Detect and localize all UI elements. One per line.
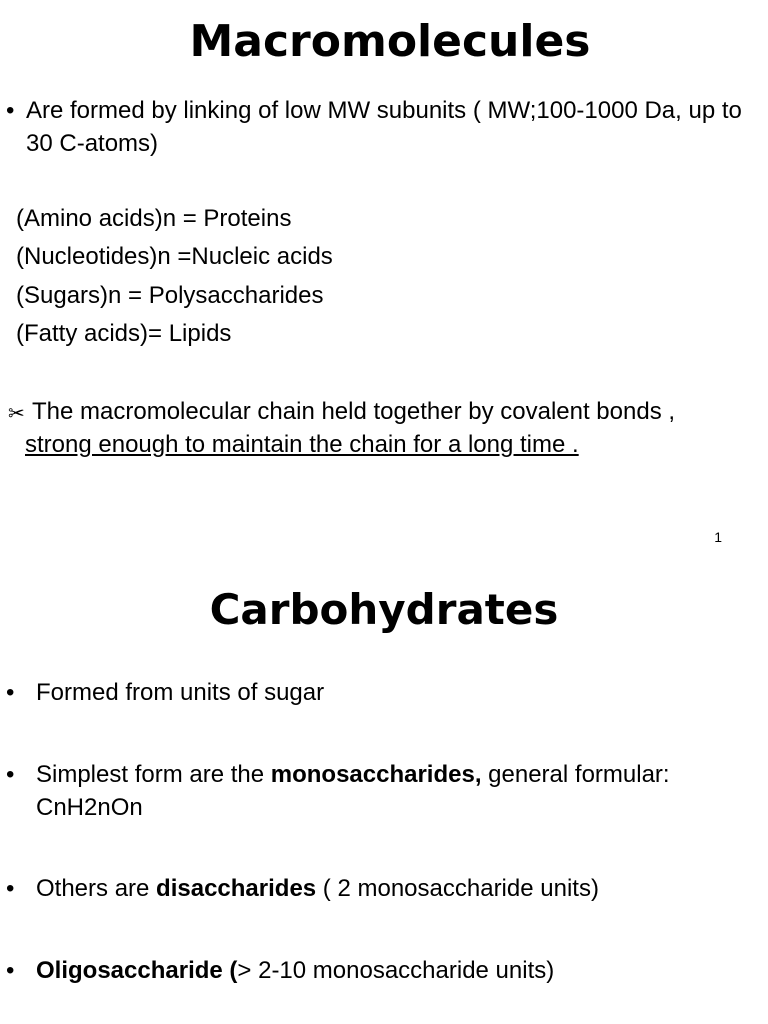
bullet-text-post: > 2-10 monosaccharide units) xyxy=(237,957,555,984)
bullet-dot: • xyxy=(6,875,15,902)
bullet-text-pre: Others are xyxy=(36,875,157,902)
bullet-dot: • xyxy=(6,761,15,788)
bullet-dot: • xyxy=(6,957,15,984)
bullet-dot: • xyxy=(6,679,15,706)
chain-text-line1: The macromolecular chain held together by covalent bonds , xyxy=(32,398,676,425)
bullet-text xyxy=(36,872,736,905)
bullet-text-bold: disaccharides xyxy=(156,875,317,902)
bullet-text xyxy=(36,954,736,987)
formula-polysaccharides: (Sugars)n = Polysaccharides xyxy=(16,282,324,309)
page-number: 1 xyxy=(714,529,722,545)
bullet-text: Formed from units of sugar xyxy=(36,679,325,706)
formula-lipids: (Fatty acids)= Lipids xyxy=(16,320,232,347)
formula-nucleic-acids: (Nucleotides)n =Nucleic acids xyxy=(16,243,333,270)
bullet-text-pre: Simplest form are the xyxy=(36,761,271,788)
formula-proteins: (Amino acids)n = Proteins xyxy=(16,205,292,232)
scissors-icon: ✂ xyxy=(8,401,25,425)
intro-text: Are formed by linking of low MW subunits ( MW;100-1000 Da, up to 30 C-atoms) xyxy=(26,97,742,157)
bullet-text xyxy=(36,758,736,824)
slide-carbohydrates xyxy=(0,560,768,1024)
slide-title: Macromolecules xyxy=(189,16,591,67)
bullet-text-bold: Oligosaccharide ( xyxy=(36,957,238,984)
bullet-text-post: general formular: CnH2nOn xyxy=(36,761,670,821)
slide-title: Carbohydrates xyxy=(209,585,559,634)
bullet-text-post: ( 2 monosaccharide units) xyxy=(316,875,599,902)
bullet-dot: • xyxy=(6,97,15,124)
bullet-text-bold: monosaccharides, xyxy=(270,761,482,788)
chain-text-line2: strong enough to maintain the chain for a long time . xyxy=(25,431,579,458)
